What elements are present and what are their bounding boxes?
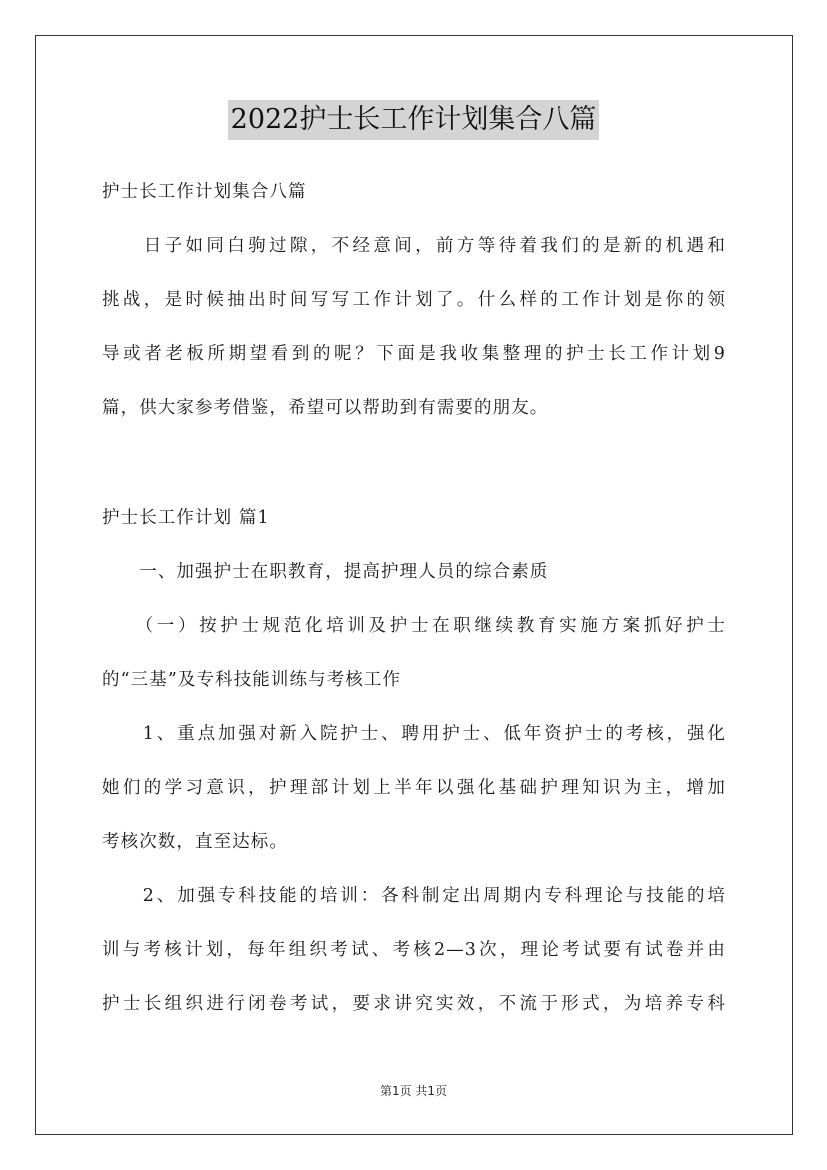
- page-footer: 第1页 共1页: [379, 1084, 448, 1098]
- section-heading: 护士长工作计划 篇1: [102, 508, 270, 528]
- title-container: [0, 100, 827, 140]
- paragraph-line: 篇，供大家参考借鉴，希望可以帮助到有需要的朋友。: [102, 398, 549, 418]
- paragraph-line: 2、加强专科技能的培训：各科制定出周期内专科理论与技能的培: [102, 886, 726, 906]
- paragraph-line: 挑战，是时候抽出时间写写工作计划了。什么样的工作计划是你的领: [102, 290, 726, 310]
- paragraph-line: 导或者老板所期望看到的呢？下面是我收集整理的护士长工作计划9: [102, 344, 726, 364]
- paragraph-line: 的“三基”及专科技能训练与考核工作: [102, 670, 402, 690]
- paragraph-line: 护士长组织进行闭卷考试，要求讲究实效，不流于形式，为培养专科: [102, 994, 726, 1014]
- document-title: 2022护士长工作计划集合八篇: [228, 100, 600, 140]
- paragraph-line: 训与考核计划，每年组织考试、考核2—3次，理论考试要有试卷并由: [102, 940, 726, 960]
- paragraph-line: 1、重点加强对新入院护士、聘用护士、低年资护士的考核，强化: [102, 724, 726, 744]
- subtitle-line: 护士长工作计划集合八篇: [102, 182, 307, 202]
- paragraph-line: 她们的学习意识，护理部计划上半年以强化基础护理知识为主，增加: [102, 778, 726, 798]
- paragraph-line: 考核次数，直至达标。: [102, 832, 288, 852]
- paragraph-line: （一）按护士规范化培训及护士在职继续教育实施方案抓好护士: [102, 616, 726, 636]
- paragraph-line: 日子如同白驹过隙，不经意间，前方等待着我们的是新的机遇和: [102, 236, 726, 256]
- paragraph-line: 一、加强护士在职教育，提高护理人员的综合素质: [102, 562, 549, 582]
